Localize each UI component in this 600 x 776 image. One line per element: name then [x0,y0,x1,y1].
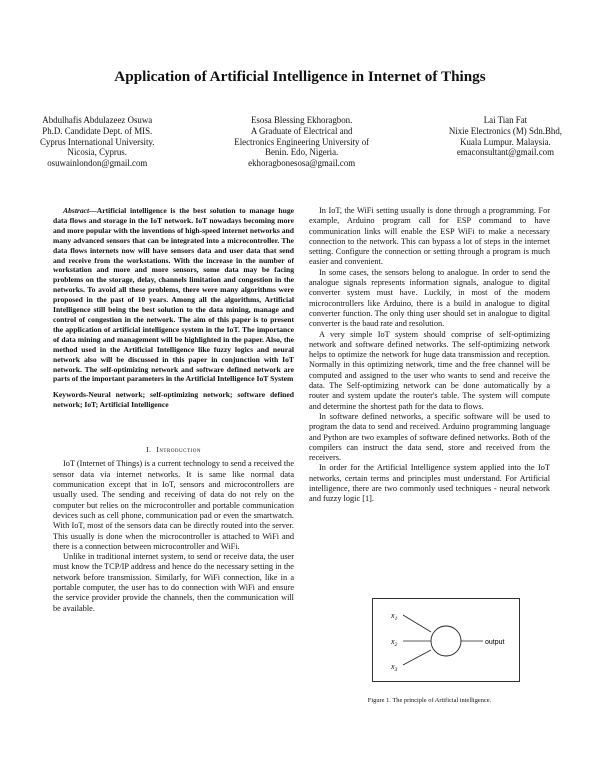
author-block [40,115,562,169]
author-email: osuwainlondon@gmail.com [47,158,148,169]
section-title: Introduction [156,445,201,455]
author-affiliation-line: Nicosia, Cyprus. [67,147,127,158]
input-connection-3 [403,650,431,665]
figure-neuron-diagram [372,598,520,682]
output-label: output [485,639,505,646]
abstract [53,206,294,384]
paper-title: Application of Artificial Intelligence in Internet of Things [114,68,486,85]
abstract-label: Abstract [63,206,90,215]
body-paragraph: In IoT, the WiFi setting usually is done through a programming. For example, Arduino program call for ESP command to have communication links will enable the ESP WiFi to make a necessary connection to the network. This can bypass a lot of steps in the internet setting. Configure the connection or setting through a program is much easier and convenient. [309,206,550,267]
right-column [309,206,550,505]
author-3 [449,115,562,169]
left-column [53,206,294,614]
section-number: I. [146,445,152,455]
author-affiliation-line: Cyprus International University. [40,136,155,147]
author-affiliation-line: Electronics Engineering University of [234,136,370,147]
author-name: Abdulhafis Abdulazeez Osuwa [42,115,153,125]
section-heading [53,445,294,455]
input-label-3: $x_3$ [391,662,398,673]
author-1 [40,115,155,169]
author-email: emaconsultant@gmail.com [456,147,554,158]
body-paragraph: In order for the Artificial Intelligence system applied into the IoT networks, certain terms and principles must understand. For Artificial intelligence, there are two commonly used techniques - neural network and fuzzy logic [1]. [309,463,550,504]
body-paragraph: Unlike in traditional internet system, to send or receive data, the user must know the TCP/IP address and hence do the necessary setting in the network before transmission. Similarly, for WiFi connection, like in a portable computer, the user has to do connection with WiFi and ensure the service provider provide the channels, then the communication will be available. [53,552,294,613]
figure-caption: Figure 1. The principle of Artificial intelligence. [367,697,492,704]
author-affiliation-line: Kuala Lumpur. Malaysia. [460,136,551,147]
author-2 [234,115,369,169]
author-affiliation-line: Benin. Edo, Nigeria. [265,147,339,158]
author-affiliation-line: Nixie Electronics (M) Sdn.Bhd, [448,125,562,136]
author-email: ekhoragbonesosa@gmail.com [248,158,356,169]
author-name: Lai Tian Fat [483,115,528,125]
abstract-text: —Artificial intelligence is the best solution to manage huge data flows and storage in the IoT network. IoT nowadays becoming more and more popular with the inventions of high-speed internet networks and many advanced sensors that can be integrated into a microcontroller. The data flows internets now will have sensors data and user data that send and receive from the workstations. With the increase in the number of workstation and more and more sensors, some data may be facing problems on the storage, delay, channels limitation and congestion in the networks. To avoid all these problems, there were many algorithms were proposed in the past of 10 years. Among all the algorithms, Artificial Intelligence still being the best solution to the data mining, manage and control of congestion in the network. The aim of this paper is to present the application of artificial intelligence system in the IoT. The importance of data mining and management will be highlighted in the paper. Also, the method used in the Artificial Intelligence like fuzzy logics and neural network also will be discussed in this paper in conjunction with IoT network. The self-optimizing network and software defined network are parts of the important parameters in the Artificial Intelligence IoT System [53,206,294,384]
author-affiliation-line: Ph.D. Candidate Dept. of MIS. [42,125,153,136]
author-affiliation-line: A Graduate of Electrical and [250,125,353,136]
input-label-1: $x_1$ [391,611,398,622]
body-paragraph: In software defined networks, a specific software will be used to program the data to send and received. Arduino programming language and Python are two examples of software defined networks. Both of the compilers can instruct the data send, store and received from the receivers. [309,411,550,463]
input-label-2: $x_2$ [391,637,398,648]
input-connection-1 [403,615,431,632]
body-paragraph: In some cases, the sensors belong to analogue. In order to send the analogue signals represents information signals, analogue to digital converter system must have. Luckily, in most of the modern microcontrollers like Arduino, there is a build in analogue to digital converter function. The only thing user should set in analogue to digital converter is the baud rate and resolution. [309,267,550,329]
author-name: Esosa Blessing Ekhoragbon. [251,115,353,125]
body-paragraph: IoT (Internet of Things) is a current technology to send a received the sensor data via internet networks. It is same like normal data communication except that in IoT, sensors and microcontrollers are usually used. The sending and receiving of data do not rely on the computer but relies on the microcontroller and portable communication devices such as cell phone, communication pad or even the smartwatch. With IoT, most of the sensors data can be directly routed into the server. This usually is done when the microcontroller is attached to WiFi and there is a connection between microcontroller and WiFi. [53,459,295,551]
body-paragraph: A very simple IoT system should comprise of self-optimizing network and software defined networks. The self-optimizing network helps to optimize the network for huge data transmission and reception. Normally in this optimizing network, time and the free channel will be computed and assigned to the user who wants to send and receive the data. The Self-optimizing network can be done automatically by a router and system update the router's table. The system will compute and determine the shortest path for the data to flows. [309,329,550,411]
keywords: Keywords-Neural network; self-optimizing network; software defined network; IoT; Artificial Intelligence [53,390,294,410]
neuron-diagram-svg [373,599,519,681]
neuron-node [431,626,461,656]
